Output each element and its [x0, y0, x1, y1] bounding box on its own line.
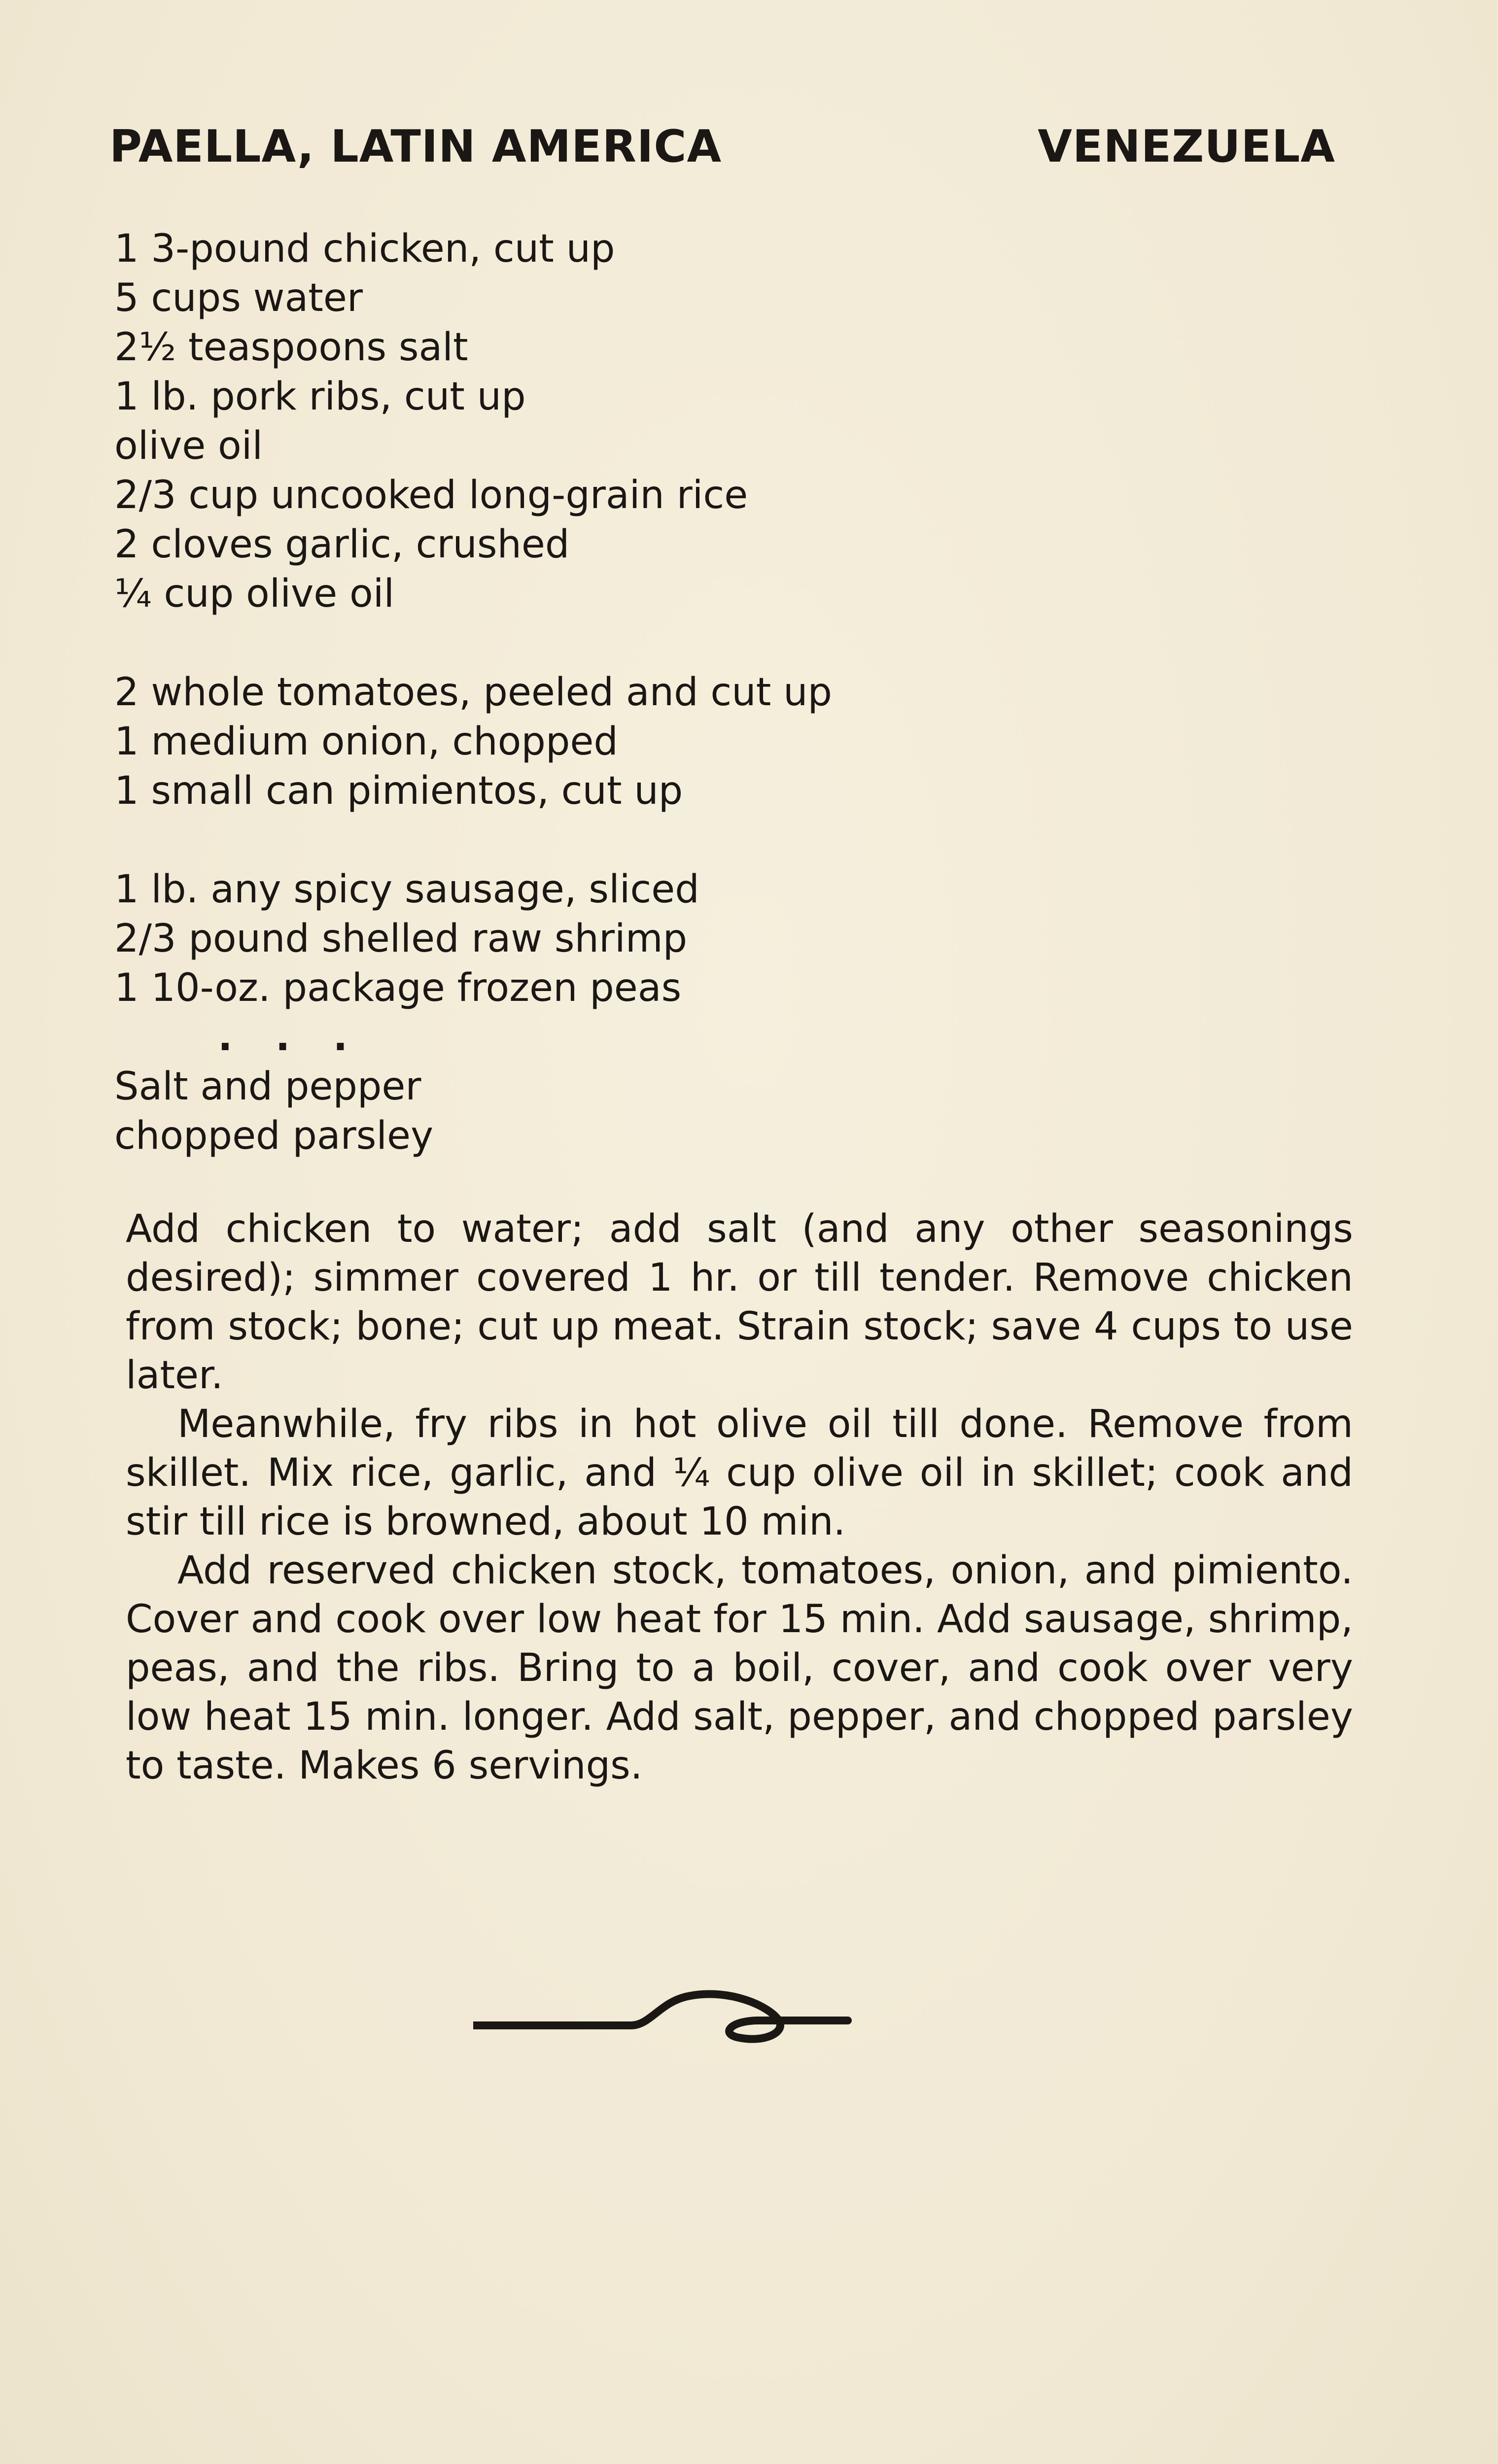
instruction-paragraph: Add reserved chicken stock, tomatoes, onion, and pimiento. Cover and cook over low heat for 15 min. Add sausage, shrimp, peas, and the ribs. Bring to a boil, cover, and cook over very low heat 15 min. longer. Add salt, pepper, and chopped parsley to taste. Makes 6 servings.: [126, 1548, 1353, 1788]
ingredient-spacer: [114, 816, 832, 865]
ingredient-spacer: [114, 618, 832, 668]
ingredient-item: 2 whole tomatoes, peeled and cut up: [114, 670, 833, 715]
ingredient-item: 1 10-oz. package frozen peas: [114, 966, 682, 1010]
ingredient-item: chopped parsley: [114, 1114, 434, 1158]
instruction-paragraph: Add chicken to water; add salt (and any other seasonings desired); simmer covered 1 hr. or till tender. Remove chicken from stock; bone; cut up meat. Strain stock; save 4 cups to use later.: [126, 1207, 1353, 1398]
ingredient-item: 2 cloves garlic, crushed: [114, 522, 570, 567]
ingredient-item: Salt and pepper: [114, 1064, 421, 1109]
recipe-instructions: [126, 1205, 1353, 1790]
recipe-title: PAELLA, LATIN AMERICA: [109, 121, 722, 172]
ingredient-item: 2½ teaspoons salt: [114, 325, 468, 370]
ingredient-item: olive oil: [114, 424, 263, 468]
country-title: VENEZUELA: [1038, 121, 1335, 172]
ingredient-list: [114, 224, 832, 1161]
ingredient-item: 2/3 pound shelled raw shrimp: [114, 917, 688, 961]
instruction-paragraph: Meanwhile, fry ribs in hot olive oil till done. Remove from skillet. Mix rice, garlic, and ¼ cup olive oil in skillet; cook and stir till rice is browned, about 10 min.: [126, 1402, 1353, 1544]
ingredient-item: 2/3 cup uncooked long-grain rice: [114, 473, 748, 517]
ingredient-item: 1 small can pimientos, cut up: [114, 769, 683, 813]
ingredient-item: 1 3-pound chicken, cut up: [114, 227, 615, 271]
ingredient-item: ¼ cup olive oil: [114, 572, 395, 616]
ingredient-item: 1 lb. pork ribs, cut up: [114, 375, 526, 419]
ingredient-separator-dots: . . .: [218, 1015, 363, 1060]
ingredient-item: 1 medium onion, chopped: [114, 719, 618, 764]
decorative-divider-icon: [473, 1951, 996, 2060]
ingredient-item: 1 lb. any spicy sausage, sliced: [114, 867, 699, 912]
show-through-texture: [739, 113, 1380, 1099]
ingredient-item: 5 cups water: [114, 276, 363, 320]
